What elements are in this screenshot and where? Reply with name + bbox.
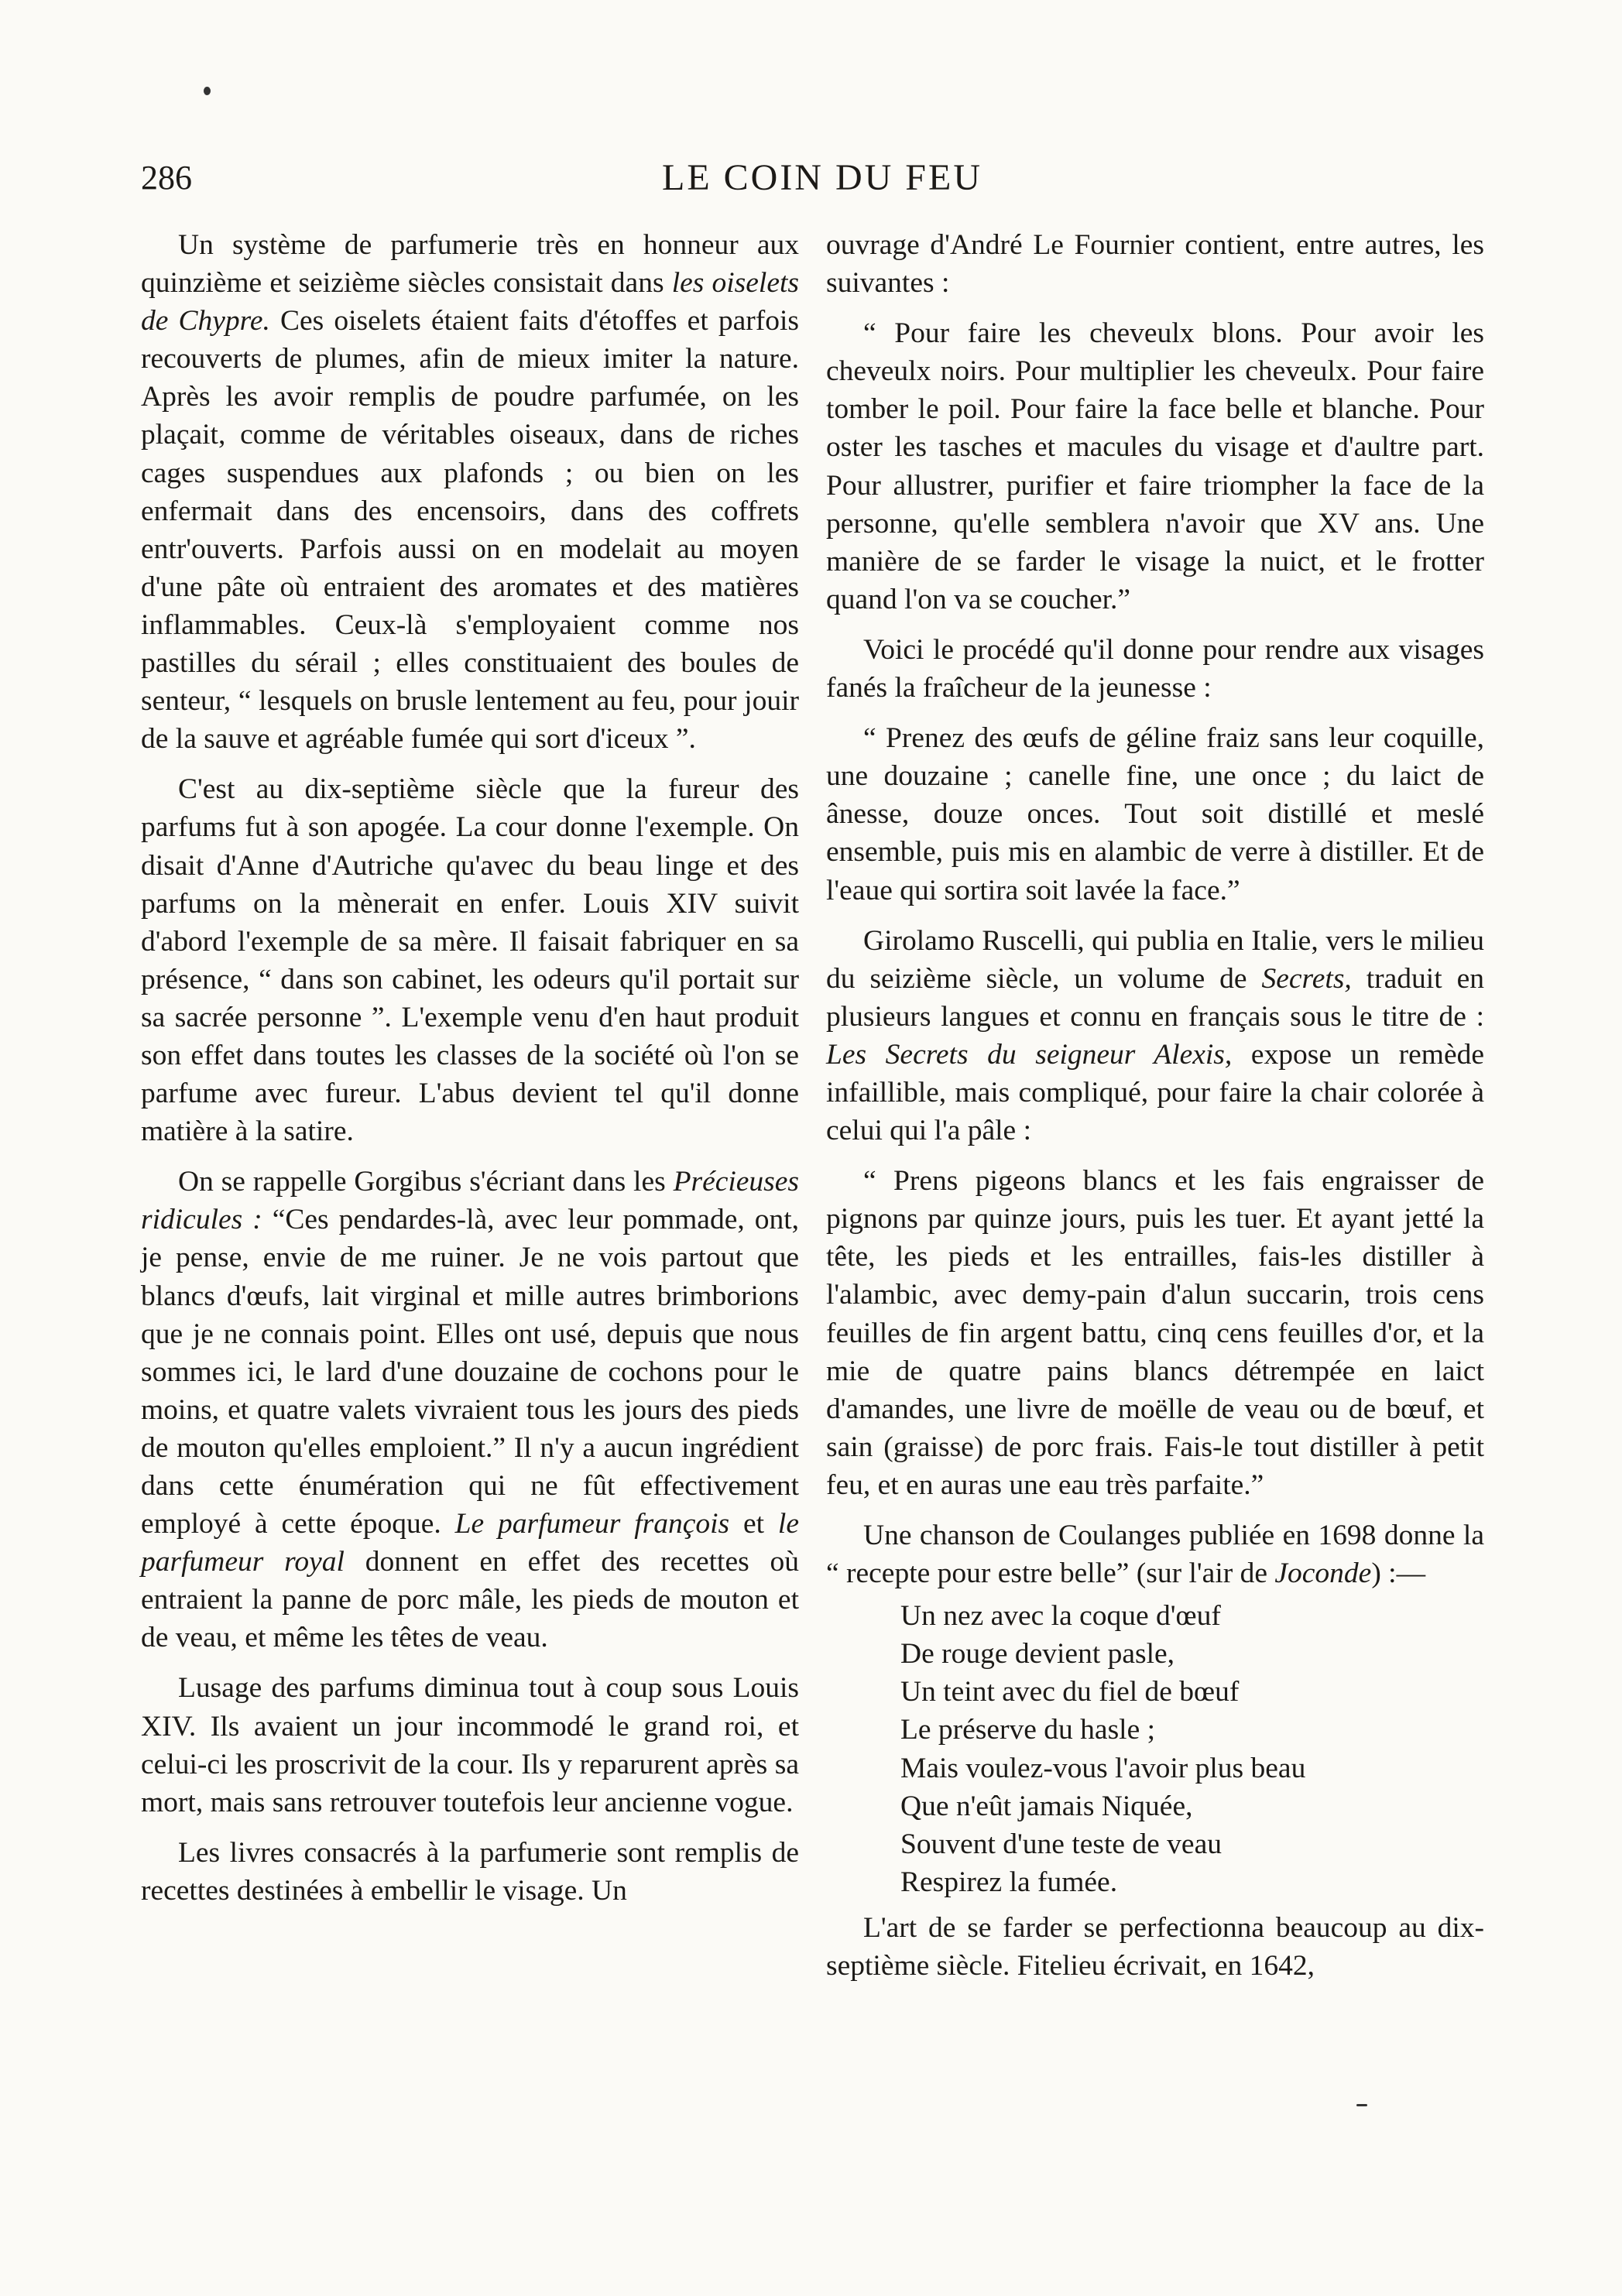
verse-line: Souvent d'une teste de veau bbox=[900, 1828, 1222, 1860]
left-column bbox=[141, 226, 799, 1922]
song-verse bbox=[900, 1597, 1484, 1901]
paragraph: Lusage des parfums diminua tout à coup sous Louis XIV. Ils avaient un jour incommodé le grand roi, et celui-ci les proscrivit de la cour. Ils y reparurent après sa mort, mais sans retrouver toutefois leur ancienne vogue. bbox=[141, 1672, 799, 1818]
paragraph-text: On se rappelle Gorgibus s'écriant dans les bbox=[178, 1166, 674, 1198]
paragraph-text: expose un remède infaillible, mais compliqué, pour faire la chair colorée à celui qui l'a pâle : bbox=[826, 1038, 1484, 1147]
italic-text: Joconde bbox=[1274, 1558, 1372, 1590]
italic-text: Précieuses ridicules : bbox=[141, 1166, 799, 1236]
paragraph bbox=[826, 1516, 1484, 1592]
italic-text: Le parfumeur françois bbox=[454, 1508, 730, 1540]
page-header bbox=[141, 155, 1504, 209]
paragraph bbox=[141, 226, 799, 758]
right-column bbox=[826, 226, 1484, 1997]
quoted-recipe: “ Prens pigeons blancs et les fais engraisser de pignons par quinze jours, puis les tuer. Et ayant jetté la tête, les pieds et les entrailles, fais-les distiller à l'alambic, avec demy-pain d'alun succarin, trois cens feuilles de fin argent battu, cinq cens feuilles d'or, et la mie de quatre pains blancs détrempée en laict d'amandes, une livre de moëlle de veau ou de bœuf, et sain (graisse) de porc frais. Fais-le tout distiller à petit feu, et en auras une eau très parfaite.” bbox=[826, 1165, 1484, 1501]
paragraph-text: traduit en plusieurs langues et connu en français sous le titre de : bbox=[826, 962, 1484, 1033]
paragraph: Les livres consacrés à la parfumerie sont remplis de recettes destinées à embellir le visage. Un bbox=[141, 1836, 799, 1907]
paragraph: C'est au dix-septième siècle que la fureur des parfums fut à son apogée. La cour donne l'exemple. On disait d'Anne d'Autriche qu'avec du beau linge et des parfums on la mènerait en enfer. Louis XIV suivit d'abord l'exemple de sa mère. Il faisait fabriquer en sa présence, “ dans son cabinet, les odeurs qu'il portait sur sa sacrée personne ”. L'exemple venu d'en haut produit son effet dans toutes les classes de la société où l'on se parfume avec fureur. L'abus devient tel qu'il donne matière à la satire. bbox=[141, 773, 799, 1148]
paragraph-text: “Ces pendardes-là, avec leur pommade, ont, je pense, envie de me ruiner. Je ne vois partout que blancs d'œufs, lait virginal et mille autres brimborions que je ne connais point. Elles ont usé, depuis que nous sommes ici, le lard d'une douzaine de cochons pour le moins, et quatre valets vivraient tous les jours des pieds de mouton qu'elles emploient.” Il n'y a aucun ingrédient dans cette énumération qui ne fût effectivement employé à cette époque. bbox=[141, 1204, 799, 1540]
verse-line: Respirez la fumée. bbox=[900, 1866, 1118, 1898]
verse-line: De rouge devient pasle, bbox=[900, 1638, 1175, 1671]
italic-text: le parfumeur royal bbox=[141, 1508, 799, 1578]
ink-speck bbox=[1356, 2104, 1367, 2106]
quoted-recipe: “ Pour faire les cheveulx blons. Pour avoir les cheveulx noirs. Pour multiplier les cheveulx. Pour faire tomber le poil. Pour faire la face belle et blanche. Pour oster les tasches et macules du visage et d'aultre part. Pour allustrer, purifier et faire triompher la face de la personne, qu'elle semblera n'avoir que XV ans. Une manière de se farder le visage la nuict, et le frotter quand l'on va se coucher.” bbox=[826, 317, 1484, 615]
italic-text: Secrets, bbox=[1261, 962, 1352, 995]
paragraph: L'art de se farder se perfectionna beaucoup au dix-septième siècle. Fitelieu écrivait, en 1642, bbox=[826, 1911, 1484, 1982]
ink-speck bbox=[204, 87, 211, 95]
paragraph-text: Un système de parfumerie très en honneur aux quinzième et seizième siècles consistait dans bbox=[141, 229, 799, 300]
quoted-recipe: “ Prenez des œufs de géline fraiz sans leur coquille, une douzaine ; canelle fine, une once ; du laict de ânesse, douze onces. Tout soit distillé et meslé ensemble, puis mis en alambic de verre à distiller. Et de l'eaue qui sortira soit lavée la face.” bbox=[826, 722, 1484, 906]
paragraph: Voici le procédé qu'il donne pour rendre aux visages fanés la fraîcheur de la jeunesse : bbox=[826, 633, 1484, 704]
paragraph-text: donnent en effet des recettes où entraient la panne de porc mâle, les pieds de mouton et de veau, et même les têtes de veau. bbox=[141, 1546, 799, 1654]
page-number: 286 bbox=[141, 159, 192, 197]
verse-line: Le préserve du hasle ; bbox=[900, 1714, 1156, 1746]
italic-text: Les Secrets du seigneur Alexis, bbox=[826, 1038, 1233, 1071]
paragraph bbox=[141, 1163, 799, 1657]
paragraph-text: Ces oiselets étaient faits d'étoffes et parfois recouverts de plumes, afin de mieux imiter la nature. Après les avoir remplis de poudre parfumée, on les plaçait, comme de véritables oiseaux, dans de riches cages suspendues aux plafonds ; ou bien on les enfermait dans des encensoirs, dans des coffrets entr'ouverts. Parfois aussi on en modelait au moyen d'une pâte où entraient des aromates et des matières inflammables. Ceux-là s'employaient comme nos pastilles du sérail ; elles constituaient des boules de senteur, “ lesquels on brusle lentement au feu, pour jouir de la sauve et agréable fumée qui sort d'iceux ”. bbox=[141, 305, 799, 756]
verse-line: Que n'eût jamais Niquée, bbox=[900, 1790, 1193, 1822]
verse-line: Un nez avec la coque d'œuf bbox=[900, 1600, 1221, 1633]
paragraph bbox=[826, 922, 1484, 1150]
verse-line: Un teint avec du fiel de bœuf bbox=[900, 1676, 1240, 1708]
running-title: LE COIN DU FEU bbox=[662, 157, 982, 198]
paragraph-text: Une chanson de Coulanges publiée en 1698 donne la “ recepte pour estre belle” (sur l'air de bbox=[826, 1520, 1484, 1590]
verse-line: Mais voulez-vous l'avoir plus beau bbox=[900, 1752, 1306, 1784]
italic-text: les oiselets de Chypre. bbox=[141, 267, 799, 338]
paragraph: ouvrage d'André Le Fournier contient, entre autres, les suivantes : bbox=[826, 229, 1484, 300]
paragraph-text: et bbox=[729, 1508, 778, 1540]
paragraph-text: ) :— bbox=[1371, 1558, 1426, 1590]
paragraph-text: Girolamo Ruscelli, qui publia en Italie, vers le milieu du seizième siècle, un volume de bbox=[826, 924, 1484, 995]
